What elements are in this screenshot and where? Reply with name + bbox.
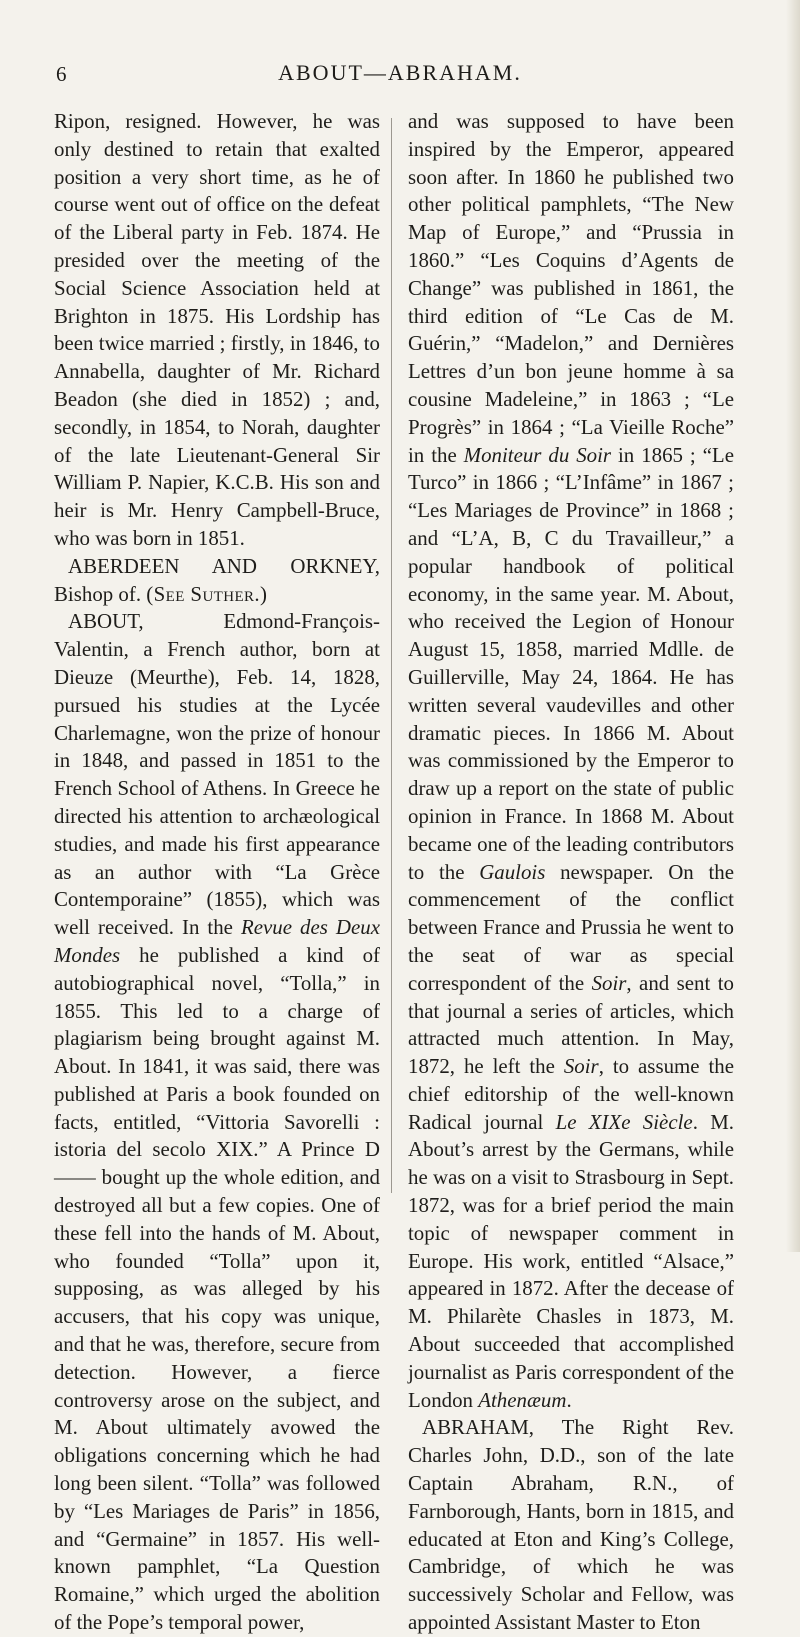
page-number: 6 xyxy=(56,62,67,86)
right-text-4: , and sent to that journal a series of articles, which attracted much attention. In May, 1872, he left the xyxy=(408,970,734,1079)
abraham-entry xyxy=(408,1414,734,1636)
right-text-6: . M. About’s arrest by the Germans, while he was on a visit to Strasbourg in Sept. 1872, was for a brief period the main topic of newspaper comment in Europe. His work, entitled “Alsace,” appeared in 1872. After the decease of M. Philarète Chasles in 1873, M. About succeeded that accomplished journalist as Paris correspondent of the London xyxy=(408,1109,734,1412)
column-rule xyxy=(391,118,392,1193)
right-text-2: in 1865 ; “Le Turco” in 1866 ; “L’Infâme” in 1867 ; “Les Mariages de Province” in 1868 ; and “L’A, B, C du Travailleur,” a popular handbook of political economy, in the same year. M. About, who received the Legion of Honour August 15, 1858, married Mdlle. de Guillerville, May 24, 1864. He has written several vaudevilles and other dramatic pieces. In 1866 M. About was commissioned by the Emperor to draw up a report on the state of public opinion in France. In 1868 M. About became one of the leading contributors to the xyxy=(408,442,734,884)
about-journal-revue: Revue des Deux Mondes xyxy=(54,915,380,967)
right-text-1: and was supposed to have been inspired by the Emperor, appeared soon after. In 1860 he published two other political pamphlets, “The New Map of Europe,” and “Prussia in 1860.” “Les Coquins d’Agents de Change” was published in 1861, the third edition of “Le Cas de M. Guérin,” “Madelon,” and Dernières Lettres d’un bon jeune homme à sa cousine Madeleine,” in 1863 ; “Le Progrès” in 1864 ; “La Vieille Roche” in the xyxy=(408,109,734,467)
ripon-text: Ripon, resigned. However, he was only destined to retain that exalted position a very short time, as he of course went out of office on the defeat of the Liberal party in Feb. 1874. He presided over the meeting of the Social Science Association held at Brighton in 1875. His Lordship has been twice married ; firstly, in 1846, to Annabella, daughter of Mr. Richard Beadon (she died in 1852) ; and, secondly, in 1854, to Norah, daughter of the late Lieutenant-General Sir William P. Napier, K.C.B. His son and heir is Mr. Henry Campbell-Bruce, who was born in 1851. xyxy=(54,109,380,550)
right-text-7: . xyxy=(566,1387,572,1412)
journal-athenaeum: Athenæum xyxy=(478,1387,567,1412)
aberdeen-entry xyxy=(54,553,380,609)
right-text-5: , to assume the chief editorship of the well-known Radical journal xyxy=(408,1054,734,1134)
ripon-paragraph xyxy=(54,108,380,553)
about-heading: ABOUT, Edmond-François-Valentin, xyxy=(54,609,380,662)
about-entry xyxy=(54,608,380,1636)
aberdeen-heading: ABERDEEN AND ORKNEY, Bishop of. xyxy=(54,553,380,606)
right-column xyxy=(408,108,734,1637)
journal-soir-1: Soir xyxy=(591,970,627,995)
about-text-1: a French author, born at Dieuze (Meurthe), Feb. 14, 1828, pursued his studies at the Lycée Charlemagne, won the prize of honour in 1848, and passed in 1851 to the French School of Athens. In Greece he directed his attention to archæological studies, and made his first appearance as an author with “La Grèce Contemporaine” (1855), which was well received. In the xyxy=(54,637,380,940)
page-edge-shadow xyxy=(786,0,800,1252)
abraham-text: D.D., son of the late Captain Abraham, R.N., of Farnborough, Hants, born in 1815, and educated at Eton and King’s College, Cambridge, of which he was successively Scholar and Fellow, was appointed Assistant Master to Eton xyxy=(408,1443,734,1635)
journal-soir-2: Soir xyxy=(563,1054,599,1079)
aberdeen-see: (See Suther.) xyxy=(146,581,268,606)
journal-siecle: Le XIXe Siècle xyxy=(555,1109,693,1134)
right-text-3: newspaper. On the commencement of the conflict between France and Prussia he went to the seat of war as special correspondent of the xyxy=(408,859,734,995)
about-text-2: he published a kind of autobiographical novel, “Tolla,” in 1855. This led to a charge of plagiarism being brought against M. About. In 1841, it was said, there was published at Paris a book founded on facts, entitled, “Vittoria Savorelli : istoria del secolo XIX.” A Prince D—— bought up the whole edition, and destroyed all but a few copies. One of these fell into the hands of M. About, who founded “Tolla” upon it, supposing, as was alleged by his accusers, that his copy was unique, and that he was, therefore, secure from detection. However, a fierce controversy arose on the subject, and M. About ultimately avowed the obligations concerning which he had long been silent. “Tolla” was followed by “Les Mariages de Paris” in 1856, and “Germaine” in 1857. His well-known pamphlet, “La Question Romaine,” which urged the abolition of the Pope’s temporal power, xyxy=(54,942,380,1635)
abraham-heading: ABRAHAM, The Right Rev. Charles John, xyxy=(408,1415,734,1468)
journal-moniteur: Moniteur du Soir xyxy=(463,442,612,467)
running-head: ABOUT—ABRAHAM. xyxy=(278,60,522,85)
journal-gaulois: Gaulois xyxy=(479,859,546,884)
left-column xyxy=(54,108,380,1637)
about-continued xyxy=(408,108,734,1414)
